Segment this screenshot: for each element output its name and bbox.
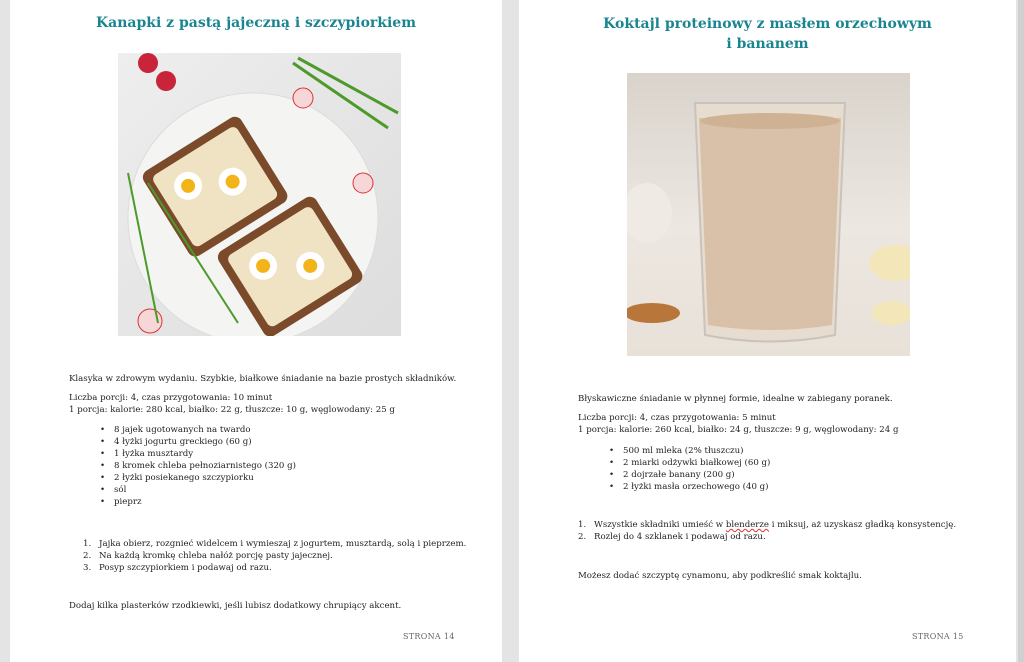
page-number: STRONA 14 bbox=[403, 632, 455, 641]
step-text: Posyp szczypiorkiem i podawaj od razu. bbox=[99, 563, 272, 573]
egg-sandwich-photo bbox=[118, 53, 401, 336]
ingredient-item: • 500 ml mleka (2% tłuszczu) bbox=[623, 445, 770, 457]
steps-list bbox=[83, 538, 467, 574]
shake-illustration bbox=[627, 73, 910, 356]
step-item: 1. Wszystkie składniki umieść w blenderze i miksuj, aż uzyskasz gładką konsystencję. bbox=[578, 520, 957, 530]
sandwich-illustration bbox=[118, 53, 401, 336]
recipe-title-line-1: Koktajl proteinowy z masłem orzechowym bbox=[603, 16, 932, 32]
ingredient-item: • 8 jajek ugotowanych na twardo bbox=[114, 424, 296, 436]
recipe-portions: Liczba porcji: 4, czas przygotowania: 5 minut bbox=[578, 413, 776, 423]
ingredient-item: • 8 kromek chleba pełnoziarnistego (320 g) bbox=[114, 460, 296, 472]
page-number: STRONA 15 bbox=[912, 632, 964, 641]
ingredient-item: • 2 łyżki posiekanego szczypiorku bbox=[114, 472, 296, 484]
ingredients-list bbox=[114, 424, 296, 508]
step-text: Na każdą kromkę chleba nałóż porcję pasty jajecznej. bbox=[99, 551, 333, 561]
step-item: 2. Na każdą kromkę chleba nałóż porcję pasty jajecznej. bbox=[83, 551, 333, 561]
ingredient-item: • 2 łyżki masła orzechowego (40 g) bbox=[623, 481, 770, 493]
step-text: Jajka obierz, rozgnieć widelcem i wymieszaj z jogurtem, musztardą, solą i pieprzem. bbox=[99, 539, 467, 549]
step-item: 2. Rozlej do 4 szklanek i podawaj od razu. bbox=[578, 532, 766, 542]
step-text: Wszystkie składniki umieść w bbox=[594, 520, 726, 530]
vertical-scrollbar[interactable] bbox=[1018, 0, 1024, 662]
ingredient-item: • sól bbox=[114, 484, 296, 496]
document-page-15 bbox=[519, 0, 1016, 662]
steps-list bbox=[578, 519, 957, 543]
recipe-intro: Błyskawiczne śniadanie w płynnej formie, idealne w zabiegany poranek. bbox=[578, 394, 893, 404]
spellcheck-word[interactable]: blenderze bbox=[725, 520, 770, 530]
recipe-nutrition: 1 porcja: kalorie: 280 kcal, białko: 22 g, tłuszcze: 10 g, węglowodany: 25 g bbox=[69, 405, 395, 415]
recipe-nutrition: 1 porcja: kalorie: 260 kcal, białko: 24 g, tłuszcze: 9 g, węglowodany: 24 g bbox=[578, 425, 899, 435]
ingredient-item: • 2 miarki odżywki białkowej (60 g) bbox=[623, 457, 770, 469]
recipe-title: Kanapki z pastą jajeczną i szczypiorkiem bbox=[95, 15, 417, 31]
recipe-tip: Możesz dodać szczyptę cynamonu, aby podkreślić smak koktajlu. bbox=[578, 571, 862, 581]
document-page-14 bbox=[10, 0, 502, 662]
step-item: 3. Posyp szczypiorkiem i podawaj od razu. bbox=[83, 563, 272, 573]
ingredients-list bbox=[623, 445, 770, 493]
recipe-portions: Liczba porcji: 4, czas przygotowania: 10 minut bbox=[69, 393, 273, 403]
recipe-tip: Dodaj kilka plasterków rzodkiewki, jeśli lubisz dodatkowy chrupiący akcent. bbox=[69, 601, 402, 611]
step-item: 1. Jajka obierz, rozgnieć widelcem i wymieszaj z jogurtem, musztardą, solą i pieprzem. bbox=[83, 539, 467, 549]
ingredient-item: • 1 łyżka musztardy bbox=[114, 448, 296, 460]
ingredient-item: • pieprz bbox=[114, 496, 296, 508]
recipe-intro: Klasyka w zdrowym wydaniu. Szybkie, białkowe śniadanie na bazie prostych składników. bbox=[69, 374, 457, 384]
ingredient-item: • 2 dojrzałe banany (200 g) bbox=[623, 469, 770, 481]
recipe-title-line-2: i bananem bbox=[726, 36, 809, 52]
step-text: i miksuj, aż uzyskasz gładką konsystencję. bbox=[769, 520, 957, 530]
ingredient-item: • 4 łyżki jogurtu greckiego (60 g) bbox=[114, 436, 296, 448]
protein-shake-photo bbox=[627, 73, 910, 356]
step-text: Rozlej do 4 szklanek i podawaj od razu. bbox=[594, 532, 766, 542]
